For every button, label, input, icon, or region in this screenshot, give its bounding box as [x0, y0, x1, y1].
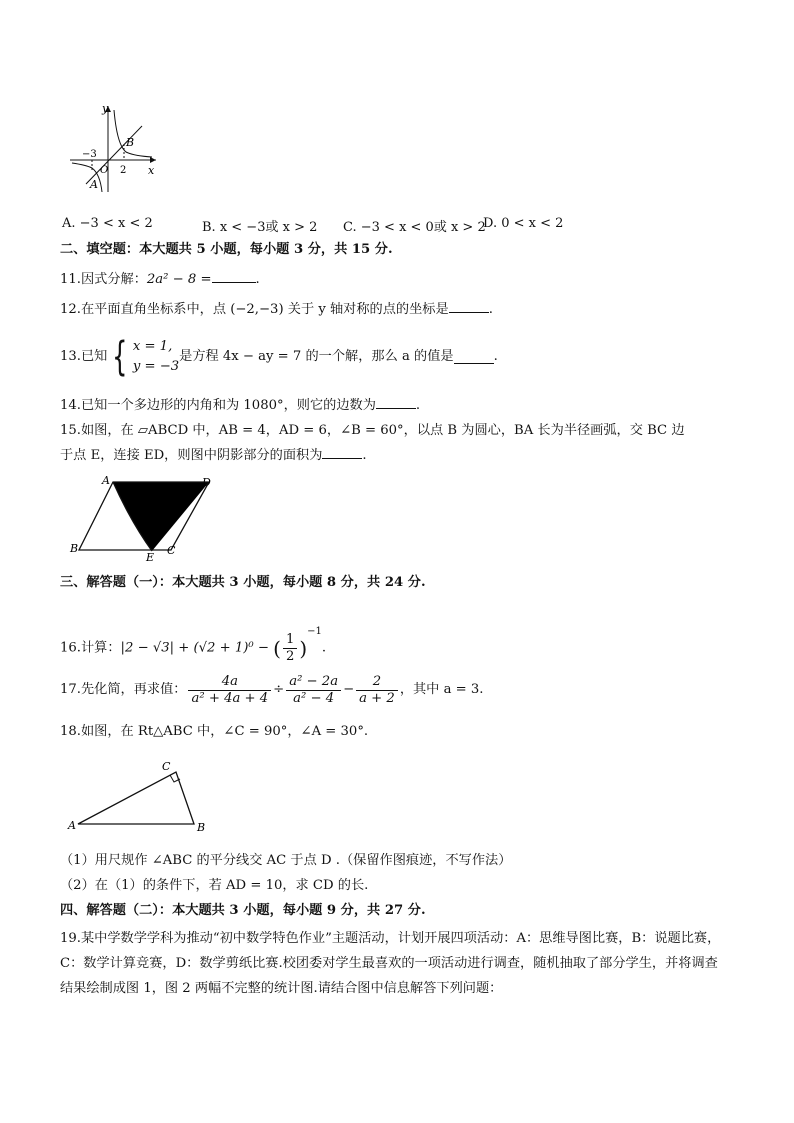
question-17	[60, 670, 483, 711]
x-arrow	[150, 157, 156, 163]
q15-end: .	[362, 448, 367, 463]
q16-lparen: (	[273, 636, 281, 661]
q11-expr: 2a² − 8 =	[146, 272, 212, 287]
q13-blank	[454, 351, 494, 364]
fig18-B: B	[197, 821, 206, 834]
label-two: 2	[120, 165, 127, 176]
q16-half-den: 2	[285, 649, 295, 664]
q17-pre: 17.先化简，再求值：	[60, 682, 187, 697]
label-y: y	[102, 102, 109, 115]
q11-blank	[212, 270, 256, 283]
parallelogram-figure	[66, 472, 216, 562]
question-14	[60, 396, 420, 415]
q17-f3-den: a + 2	[359, 690, 395, 706]
q16-half-num: 1	[283, 632, 297, 649]
q17-f2-den: a² − 4	[293, 690, 335, 706]
fig15-E: E	[146, 551, 155, 562]
q13-eq1: x = 1,	[132, 339, 173, 354]
option-b: B. x < −3或 x > 2	[202, 220, 318, 235]
q14-blank	[376, 396, 416, 409]
label-x: x	[148, 164, 155, 177]
fig15-A: A	[102, 474, 110, 487]
q17-post: ，其中 a = 3.	[399, 682, 484, 697]
q15-line2-text: 于点 E，连接 ED，则图中阴影部分的面积为	[60, 448, 323, 463]
fig18-A: A	[68, 819, 76, 832]
question-13	[60, 334, 498, 380]
option-c: C. −3 < x < 0或 x > 2	[343, 220, 486, 235]
shaded-region	[113, 482, 209, 551]
q16-pre: 16.计算：	[60, 640, 121, 656]
q14-end: .	[415, 398, 421, 413]
fig15-D: D	[202, 476, 211, 489]
section-2-heading: 二、填空题：本大题共 5 小题，每小题 3 分，共 15 分.	[60, 242, 393, 257]
option-d: D. 0 < x < 2	[483, 216, 564, 231]
fig18-C: C	[162, 760, 171, 773]
q16-rparen: )	[299, 636, 308, 661]
section-4-heading: 四、解答题（二）：本大题共 3 小题，每小题 9 分，共 27 分.	[60, 903, 426, 918]
q17-f1-num: 4a	[188, 674, 271, 691]
label-neg3: −3	[82, 149, 97, 160]
q11-pre: 11.因式分解：	[60, 272, 147, 287]
q14-text: 14.已知一个多边形的内角和为 1080°，则它的边数为	[60, 398, 376, 413]
q13-brace: {	[112, 334, 128, 380]
q12-text: 12.在平面直角坐标系中，点 (−2,−3) 关于 y 轴对称的点的坐标是	[60, 302, 449, 317]
q17-f2-num: a² − 2a	[286, 674, 341, 691]
hyperbola-branch-1	[114, 110, 152, 157]
label-A: A	[90, 178, 98, 191]
fig15-B: B	[70, 542, 79, 555]
question-18: 18.如图，在 Rt△ABC 中，∠C = 90°，∠A = 30°.	[60, 724, 369, 739]
q17-frac3	[356, 674, 398, 707]
question-18-part1: （1）用尺规作 ∠ABC 的平分线交 AC 于点 D .（保留作图痕迹，不写作法）	[60, 853, 512, 868]
fig15-C: C	[167, 544, 176, 557]
q16-expr: |2 − √3| + (√2 + 1)⁰ −	[120, 640, 274, 656]
q12-blank	[449, 300, 489, 313]
q12-end: .	[488, 302, 493, 317]
graph-figure	[62, 100, 172, 195]
q13-eq2: y = −3	[132, 359, 180, 374]
q17-frac2	[286, 674, 341, 707]
question-15-line1: 15.如图，在 ▱ABCD 中，AB = 4，AD = 6，∠B = 60°，以点 B 为圆心，BA 长为半径画弧，交 BC 边	[60, 423, 685, 438]
q17-op1: ÷	[273, 682, 285, 697]
question-12	[60, 300, 493, 319]
option-a: A. −3 < x < 2	[62, 216, 153, 231]
triangle-ABC	[78, 772, 194, 824]
question-11	[60, 270, 260, 289]
question-15-line2	[60, 446, 367, 465]
q17-f3-num: 2	[356, 674, 398, 691]
q16-half	[283, 632, 297, 665]
q17-frac1	[188, 674, 271, 707]
q13-end: .	[493, 349, 498, 364]
q17-f1-den: a² + 4a + 4	[191, 690, 269, 706]
q13-system	[133, 337, 179, 377]
question-19: 19.某中学数学学科为推动“初中数学特色作业”主题活动，计划开展四项活动：A：思维导图比赛，B：说题比赛，C：数学计算竞赛，D：数学剪纸比赛.校团委对学生最喜欢的一项活动进行调查，随机抽取了部分学生，并将调查结果绘制成图 1，图 2 两幅不完整的统计图.请结合图中信息解答下列问题：	[60, 931, 721, 996]
q11-end: .	[255, 272, 260, 287]
triangle-figure	[66, 758, 216, 838]
q13-post: 是方程 4x − ay = 7 的一个解，那么 a 的值是	[179, 349, 454, 364]
q17-op2: −	[343, 682, 355, 697]
label-origin: O	[100, 165, 109, 176]
label-B: B	[126, 136, 135, 149]
question-16	[60, 612, 326, 669]
section-3-heading: 三、解答题（一）：本大题共 3 小题，每小题 8 分，共 24 分.	[60, 575, 426, 590]
q13-pre: 13.已知	[60, 349, 108, 364]
q16-exp: −1	[307, 626, 322, 637]
q16-end: .	[321, 640, 327, 656]
q15-blank	[322, 446, 362, 459]
question-18-part2: （2）在（1）的条件下，若 AD = 10，求 CD 的长.	[60, 878, 369, 893]
